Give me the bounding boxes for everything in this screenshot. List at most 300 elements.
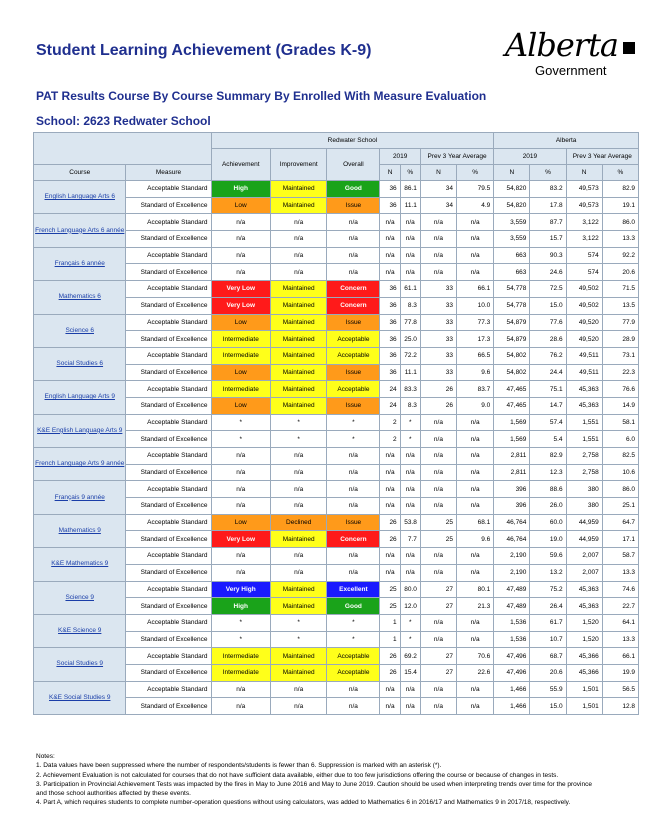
overall-eval-cell: n/a [327,564,380,581]
value-cell: 86.0 [602,214,638,231]
col-n: N [420,165,456,181]
value-cell: n/a [420,614,456,631]
value-cell: 9.6 [457,531,494,548]
value-cell: 80.1 [457,581,494,598]
course-link[interactable]: English Language Arts 6 [34,181,126,214]
value-cell: n/a [420,564,456,581]
value-cell: 22.3 [602,364,638,381]
value-cell: 36 [380,181,400,198]
value-cell: 1,466 [494,681,530,698]
value-cell: 13.3 [602,564,638,581]
value-cell: 26 [380,514,400,531]
overall-eval-cell: * [327,414,380,431]
value-cell: 10.6 [602,464,638,481]
overall-eval-cell: Acceptable [327,331,380,348]
overall-eval-cell: Acceptable [327,664,380,681]
achievement-eval-cell: * [211,631,271,648]
table-row [34,181,639,198]
course-link[interactable]: Mathematics 9 [34,514,126,547]
achievement-eval-cell: Low [211,314,271,331]
value-cell: n/a [380,247,400,264]
improvement-eval-cell: n/a [271,564,327,581]
value-cell: n/a [420,448,456,465]
value-cell: 33 [420,364,456,381]
value-cell: 2,758 [566,448,602,465]
col-n: N [494,165,530,181]
achievement-eval-cell: Intermediate [211,347,271,364]
improvement-eval-cell: * [271,431,327,448]
value-cell: 8.3 [400,297,420,314]
value-cell: n/a [457,448,494,465]
achievement-eval-cell: Intermediate [211,381,271,398]
value-cell: 10.0 [457,297,494,314]
school-name: School: 2623 Redwater School [36,114,211,128]
value-cell: 54,778 [494,297,530,314]
value-cell: 27 [420,648,456,665]
logo-government-text: Government [535,63,607,78]
value-cell: 64.7 [602,514,638,531]
value-cell: 45,366 [566,664,602,681]
value-cell: n/a [420,548,456,565]
improvement-eval-cell: * [271,414,327,431]
achievement-eval-cell: n/a [211,448,271,465]
measure-cell: Acceptable Standard [126,281,211,298]
course-link[interactable]: Science 9 [34,581,126,614]
value-cell: 47,465 [494,381,530,398]
value-cell: 49,511 [566,364,602,381]
improvement-eval-cell: Maintained [271,347,327,364]
value-cell: 36 [380,364,400,381]
value-cell: 17.1 [602,531,638,548]
value-cell: 26 [380,648,400,665]
value-cell: n/a [457,614,494,631]
value-cell: 10.7 [530,631,566,648]
header-province-group: Alberta [494,133,639,149]
achievement-eval-cell: n/a [211,264,271,281]
table-row [34,648,639,665]
course-link[interactable]: Mathematics 6 [34,281,126,314]
value-cell: 7.7 [400,531,420,548]
value-cell: 57.4 [530,414,566,431]
value-cell: n/a [380,264,400,281]
value-cell: 12.3 [530,464,566,481]
value-cell: 47,496 [494,648,530,665]
value-cell: n/a [380,548,400,565]
achievement-eval-cell: Intermediate [211,648,271,665]
overall-eval-cell: Acceptable [327,347,380,364]
value-cell: 15.0 [530,698,566,715]
improvement-eval-cell: Maintained [271,297,327,314]
improvement-eval-cell: n/a [271,681,327,698]
table-row [34,581,639,598]
improvement-eval-cell: Maintained [271,314,327,331]
achievement-eval-cell: Intermediate [211,664,271,681]
value-cell: 36 [380,314,400,331]
col-province-2019: 2019 [494,149,566,165]
value-cell: 1,536 [494,614,530,631]
table-row [34,314,639,331]
value-cell: 15.0 [530,297,566,314]
value-cell: n/a [400,681,420,698]
value-cell: 54,820 [494,181,530,198]
results-table [33,132,639,715]
value-cell: 44,959 [566,531,602,548]
measure-cell: Standard of Excellence [126,631,211,648]
col-n: N [380,165,400,181]
table-row [34,347,639,364]
value-cell: 25 [420,514,456,531]
value-cell: n/a [420,464,456,481]
achievement-eval-cell: n/a [211,231,271,248]
value-cell: n/a [457,431,494,448]
value-cell: 28.9 [602,331,638,348]
value-cell: n/a [400,214,420,231]
value-cell: n/a [380,214,400,231]
value-cell: 2,190 [494,548,530,565]
overall-eval-cell: n/a [327,231,380,248]
value-cell: 36 [380,297,400,314]
value-cell: n/a [380,231,400,248]
overall-eval-cell: n/a [327,464,380,481]
value-cell: n/a [400,264,420,281]
value-cell: n/a [400,231,420,248]
overall-eval-cell: Acceptable [327,648,380,665]
value-cell: n/a [380,698,400,715]
value-cell: 3,559 [494,231,530,248]
value-cell: 25 [380,581,400,598]
value-cell: 5.4 [530,431,566,448]
note-3: 3. Participation in Provincial Achievement Tests was impacted by the fires in May to June 2016 and May to June 2019. Caution should be used when interpreting trends over time for the province [36,780,592,788]
overall-eval-cell: * [327,614,380,631]
value-cell: 9.0 [457,397,494,414]
improvement-eval-cell: n/a [271,498,327,515]
value-cell: 25.1 [602,498,638,515]
course-link[interactable]: Social Studies 9 [34,648,126,681]
table-row [34,481,639,498]
value-cell: 76.2 [530,347,566,364]
value-cell: n/a [420,264,456,281]
value-cell: 27 [420,598,456,615]
value-cell: 60.0 [530,514,566,531]
measure-cell: Acceptable Standard [126,648,211,665]
table-row [34,614,639,631]
value-cell: 46,764 [494,531,530,548]
overall-eval-cell: n/a [327,214,380,231]
achievement-eval-cell: Low [211,514,271,531]
value-cell: n/a [420,231,456,248]
col-course: Course [34,165,126,181]
measure-cell: Acceptable Standard [126,481,211,498]
value-cell: 72.5 [530,281,566,298]
value-cell: 17.3 [457,331,494,348]
achievement-eval-cell: n/a [211,481,271,498]
achievement-eval-cell: Intermediate [211,331,271,348]
overall-eval-cell: n/a [327,264,380,281]
value-cell: 33 [420,331,456,348]
value-cell: n/a [400,247,420,264]
value-cell: n/a [457,548,494,565]
value-cell: n/a [457,231,494,248]
table-row [34,414,639,431]
value-cell: 90.3 [530,247,566,264]
value-cell: 26.0 [530,498,566,515]
measure-cell: Acceptable Standard [126,347,211,364]
value-cell: 68.1 [457,514,494,531]
achievement-eval-cell: Very High [211,581,271,598]
value-cell: 12.0 [400,598,420,615]
value-cell: * [400,631,420,648]
value-cell: 75.1 [530,381,566,398]
improvement-eval-cell: n/a [271,264,327,281]
value-cell: 19.9 [602,664,638,681]
value-cell: n/a [420,698,456,715]
col-pct: % [602,165,638,181]
value-cell: 83.7 [457,381,494,398]
measure-cell: Acceptable Standard [126,548,211,565]
overall-eval-cell: * [327,431,380,448]
value-cell: 2,190 [494,564,530,581]
value-cell: 8.3 [400,397,420,414]
table-row [34,681,639,698]
value-cell: 26 [380,664,400,681]
overall-eval-cell: n/a [327,481,380,498]
value-cell: 28.6 [530,331,566,348]
value-cell: 1,536 [494,631,530,648]
value-cell: * [400,431,420,448]
value-cell: 75.2 [530,581,566,598]
value-cell: 19.1 [602,197,638,214]
value-cell: * [400,614,420,631]
value-cell: 1 [380,614,400,631]
value-cell: 1,466 [494,698,530,715]
measure-cell: Acceptable Standard [126,314,211,331]
value-cell: 83.3 [400,381,420,398]
value-cell: 27 [420,664,456,681]
value-cell: 1,569 [494,414,530,431]
course-link[interactable]: K&E Mathematics 9 [34,548,126,581]
value-cell: 49,502 [566,281,602,298]
col-achievement: Achievement [211,149,271,181]
value-cell: 80.0 [400,581,420,598]
achievement-eval-cell: n/a [211,681,271,698]
value-cell: 88.6 [530,481,566,498]
value-cell: 34 [420,197,456,214]
measure-cell: Standard of Excellence [126,464,211,481]
achievement-eval-cell: * [211,414,271,431]
value-cell: 2,007 [566,564,602,581]
overall-eval-cell: n/a [327,448,380,465]
value-cell: 49,511 [566,347,602,364]
value-cell: 49,502 [566,297,602,314]
value-cell: n/a [400,548,420,565]
improvement-eval-cell: Maintained [271,664,327,681]
course-link[interactable]: Français 6 année [34,247,126,280]
value-cell: n/a [400,464,420,481]
measure-cell: Acceptable Standard [126,214,211,231]
overall-eval-cell: Excellent [327,581,380,598]
value-cell: 45,363 [566,381,602,398]
col-province-prev3: Prev 3 Year Average [566,149,638,165]
course-link[interactable]: K&E Social Studies 9 [34,681,126,714]
measure-cell: Acceptable Standard [126,381,211,398]
value-cell: 1,551 [566,414,602,431]
value-cell: 45,363 [566,581,602,598]
measure-cell: Standard of Excellence [126,197,211,214]
overall-eval-cell: Issue [327,514,380,531]
value-cell: 3,122 [566,214,602,231]
value-cell: n/a [457,247,494,264]
value-cell: 2,811 [494,448,530,465]
value-cell: 82.5 [602,448,638,465]
notes-heading: Notes: [36,753,55,760]
value-cell: 54,802 [494,347,530,364]
value-cell: 13.3 [602,231,638,248]
value-cell: n/a [420,481,456,498]
value-cell: 2 [380,431,400,448]
course-link[interactable]: French Language Arts 9 année [34,448,126,481]
improvement-eval-cell: n/a [271,231,327,248]
measure-cell: Standard of Excellence [126,297,211,314]
notes-section [36,752,592,808]
col-pct: % [457,165,494,181]
achievement-eval-cell: * [211,431,271,448]
value-cell: n/a [380,448,400,465]
value-cell: 82.9 [530,448,566,465]
value-cell: n/a [420,498,456,515]
value-cell: 4.9 [457,197,494,214]
value-cell: 22.6 [457,664,494,681]
note-1: 1. Data values have been suppressed where the number of respondents/students is fewer than 6. Suppression is marked with an asterisk (*). [36,762,442,770]
improvement-eval-cell: n/a [271,214,327,231]
table-row [34,214,639,231]
improvement-eval-cell: Maintained [271,397,327,414]
value-cell: 70.6 [457,648,494,665]
table-row [34,247,639,264]
value-cell: 73.1 [602,347,638,364]
improvement-eval-cell: Maintained [271,648,327,665]
header-row-1 [34,133,639,149]
value-cell: 77.8 [400,314,420,331]
improvement-eval-cell: n/a [271,698,327,715]
overall-eval-cell: * [327,631,380,648]
value-cell: 24.4 [530,364,566,381]
value-cell: 49,520 [566,331,602,348]
value-cell: 49,573 [566,197,602,214]
value-cell: 34 [420,181,456,198]
value-cell: 663 [494,247,530,264]
value-cell: 15.7 [530,231,566,248]
value-cell: 11.1 [400,197,420,214]
value-cell: 20.6 [530,664,566,681]
measure-cell: Standard of Excellence [126,431,211,448]
value-cell: 1,501 [566,681,602,698]
value-cell: 83.2 [530,181,566,198]
course-link[interactable]: K&E English Language Arts 9 [34,414,126,447]
value-cell: 14.7 [530,397,566,414]
value-cell: 33 [420,314,456,331]
value-cell: n/a [420,631,456,648]
overall-eval-cell: n/a [327,698,380,715]
value-cell: 69.2 [400,648,420,665]
col-school-prev3: Prev 3 Year Average [420,149,493,165]
course-link[interactable]: Français 9 année [34,481,126,514]
measure-cell: Standard of Excellence [126,698,211,715]
course-link[interactable]: K&E Science 9 [34,614,126,647]
value-cell: 21.3 [457,598,494,615]
alberta-government-logo [505,26,643,80]
page-title: Student Learning Achievement (Grades K-9) [36,42,372,59]
value-cell: 1,520 [566,631,602,648]
col-pct: % [530,165,566,181]
value-cell: 33 [420,347,456,364]
course-link[interactable]: Social Studies 6 [34,347,126,380]
value-cell: 2 [380,414,400,431]
value-cell: 54,778 [494,281,530,298]
value-cell: 33 [420,281,456,298]
improvement-eval-cell: n/a [271,481,327,498]
value-cell: 1,551 [566,431,602,448]
measure-cell: Acceptable Standard [126,514,211,531]
value-cell: 56.5 [602,681,638,698]
value-cell: n/a [420,414,456,431]
value-cell: 26.4 [530,598,566,615]
overall-eval-cell: Concern [327,297,380,314]
value-cell: 3,559 [494,214,530,231]
course-link[interactable]: French Language Arts 6 année [34,214,126,247]
value-cell: 663 [494,264,530,281]
achievement-eval-cell: High [211,598,271,615]
achievement-eval-cell: Very Low [211,281,271,298]
value-cell: 1,569 [494,431,530,448]
achievement-eval-cell: Low [211,197,271,214]
measure-cell: Standard of Excellence [126,598,211,615]
value-cell: 64.1 [602,614,638,631]
improvement-eval-cell: Maintained [271,197,327,214]
value-cell: 66.1 [457,281,494,298]
achievement-eval-cell: n/a [211,498,271,515]
value-cell: * [400,414,420,431]
value-cell: n/a [380,564,400,581]
value-cell: 380 [566,481,602,498]
col-measure: Measure [126,165,211,181]
course-link[interactable]: Science 6 [34,314,126,347]
value-cell: 61.1 [400,281,420,298]
value-cell: 55.9 [530,681,566,698]
measure-cell: Standard of Excellence [126,564,211,581]
measure-cell: Acceptable Standard [126,181,211,198]
value-cell: 26 [420,381,456,398]
overall-eval-cell: Good [327,598,380,615]
value-cell: 44,959 [566,514,602,531]
value-cell: 26 [420,397,456,414]
course-link[interactable]: English Language Arts 9 [34,381,126,414]
value-cell: 13.3 [602,631,638,648]
value-cell: n/a [457,498,494,515]
value-cell: 54,879 [494,314,530,331]
measure-cell: Standard of Excellence [126,498,211,515]
improvement-eval-cell: * [271,614,327,631]
measure-cell: Standard of Excellence [126,331,211,348]
logo-square-icon [623,42,635,54]
overall-eval-cell: Issue [327,197,380,214]
achievement-eval-cell: * [211,614,271,631]
overall-eval-cell: Concern [327,281,380,298]
overall-eval-cell: Issue [327,397,380,414]
measure-cell: Standard of Excellence [126,531,211,548]
value-cell: 46,764 [494,514,530,531]
value-cell: 58.1 [602,414,638,431]
value-cell: 61.7 [530,614,566,631]
